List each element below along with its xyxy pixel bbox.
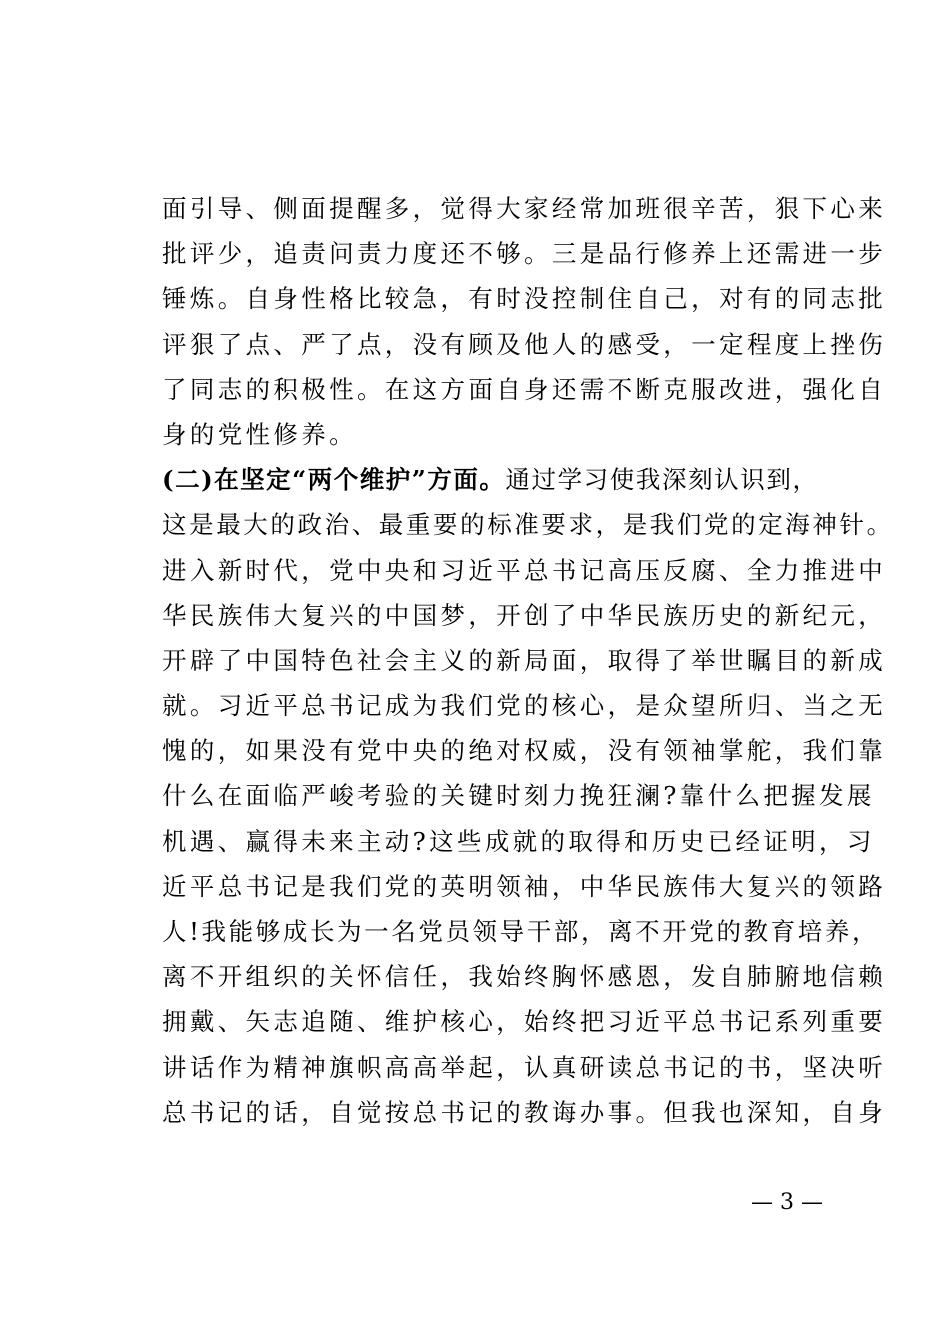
section-heading-rest: 通过学习使我深刻认识到，: [505, 465, 819, 495]
text-line-5: 了同志的积极性。在这方面自身还需不断克服改进，强化自: [162, 374, 887, 404]
text-line-19: 拥戴、矢志追随、维护核心，始终把习近平总书记系列重要: [162, 1007, 887, 1037]
text-line-3: 锤炼。自身性格比较急，有时没控制住自己，对有的同志批: [162, 284, 887, 314]
text-line-4: 评狠了点、严了点，没有顾及他人的感受，一定程度上挫伤: [162, 329, 887, 359]
text-line-14: 什么在面临严峻考验的关键时刻力挽狂澜?靠什么把握发展: [162, 781, 875, 811]
text-line-6: 身的党性修养。: [162, 419, 357, 449]
text-line-12: 就。习近平总书记成为我们党的核心，是众望所归、当之无: [162, 691, 887, 721]
text-line-1: 面引导、侧面提醒多，觉得大家经常加班很辛苦，狠下心来: [162, 194, 887, 223]
text-line-21: 总书记的话，自觉按总书记的教诲办事。但我也深知，自身: [162, 1097, 887, 1127]
text-line-11: 开辟了中国特色社会主义的新局面，取得了举世瞩目的新成: [162, 645, 887, 675]
text-line-8: 这是最大的政治、最重要的标准要求，是我们党的定海神针。: [162, 510, 894, 540]
text-line-18: 离不开组织的关怀信任，我始终胸怀感恩，发自肺腑地信赖: [162, 962, 887, 992]
section-heading-line: [162, 457, 862, 502]
text-line-15: 机遇、赢得未来主动?这些成就的取得和历史已经证明，习: [162, 826, 875, 856]
body-text: [162, 186, 894, 1135]
text-line-13: 愧的，如果没有党中央的绝对权威，没有领袖掌舵，我们靠: [162, 736, 887, 766]
page-number: — 3 —: [751, 1190, 823, 1215]
section-heading: (二)在坚定“两个维护”方面。: [162, 465, 506, 495]
text-line-10: 华民族伟大复兴的中国梦，开创了中华民族历史的新纪元，: [162, 600, 887, 630]
text-line-20: 讲话作为精神旗帜高高举起，认真研读总书记的书，坚决听: [162, 1052, 887, 1082]
text-line-17: 人!我能够成长为一名党员领导干部，离不开党的教育培养，: [162, 917, 880, 946]
text-line-9: 进入新时代，党中央和习近平总书记高压反腐、全力推进中: [162, 555, 887, 585]
text-line-16: 近平总书记是我们党的英明领袖，中华民族伟大复兴的领路: [162, 871, 887, 901]
text-line-2: 批评少，追责问责力度还不够。三是品行修养上还需进一步: [162, 239, 887, 269]
